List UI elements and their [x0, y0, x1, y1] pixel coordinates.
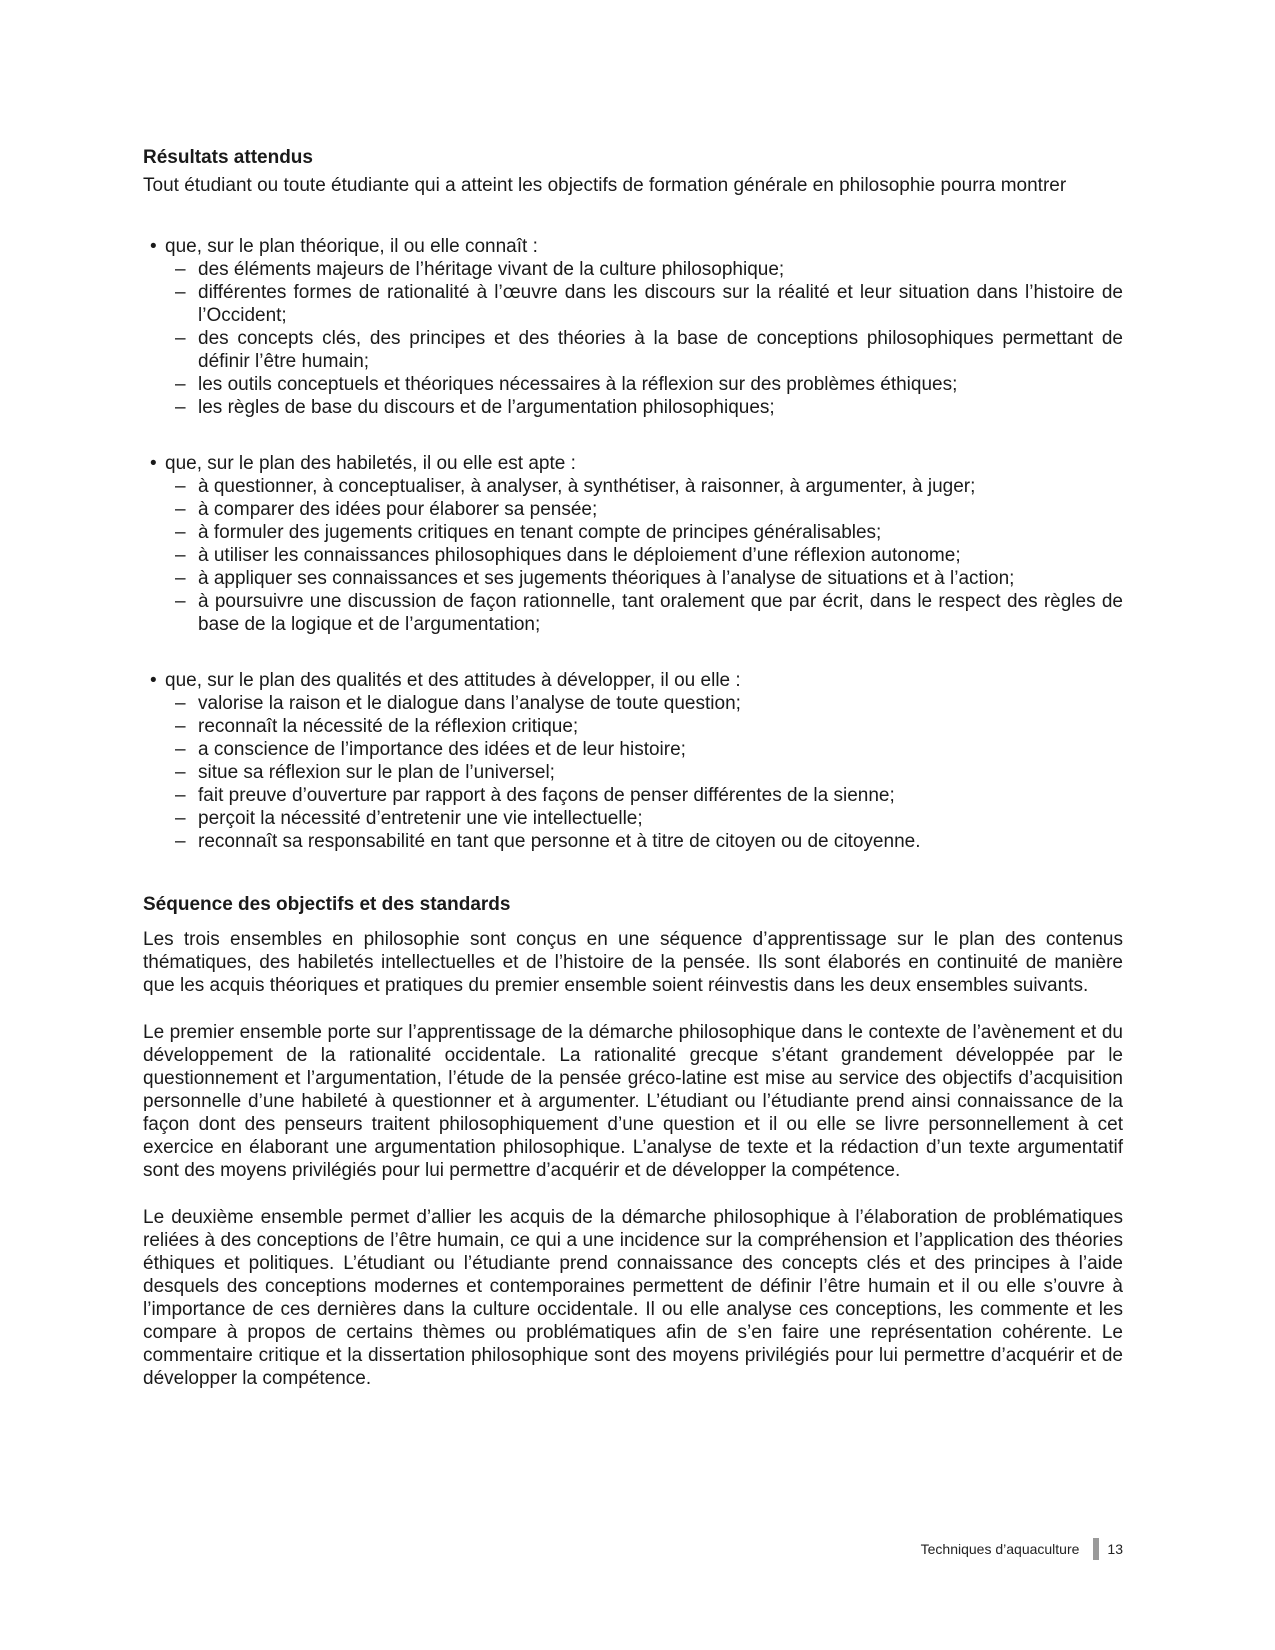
list-item [143, 327, 1123, 373]
list-item-text: à comparer des idées pour élaborer sa pensée; [198, 499, 598, 520]
bullet-groups [143, 235, 1123, 853]
list-item [143, 498, 1123, 521]
dash-icon: – [175, 716, 186, 737]
bullet-group [143, 235, 1123, 419]
list-item-text: reconnaît sa responsabilité en tant que personne et à titre de citoyen ou de citoyenne. [198, 831, 921, 852]
page-footer [143, 1538, 1123, 1560]
dash-icon: – [175, 568, 186, 589]
list-item [143, 475, 1123, 498]
bullet-icon: • [150, 670, 157, 691]
list-item [143, 590, 1123, 636]
list-item-text: a conscience de l’importance des idées et de leur histoire; [198, 739, 686, 760]
dash-icon: – [175, 762, 186, 783]
bullet-lead-text: que, sur le plan théorique, il ou elle connaît : [165, 236, 538, 257]
list-item-text: perçoit la nécessité d’entretenir une vie intellectuelle; [198, 808, 643, 829]
dash-icon: – [175, 785, 186, 806]
list-item [143, 281, 1123, 327]
bullet-lead-text: que, sur le plan des qualités et des attitudes à développer, il ou elle : [165, 670, 741, 691]
dash-icon: – [175, 476, 186, 497]
list-item [143, 396, 1123, 419]
bullet-lead-line [143, 452, 1123, 475]
dash-icon: – [175, 808, 186, 829]
list-item [143, 544, 1123, 567]
list-item-text: des éléments majeurs de l’héritage vivant de la culture philosophique; [198, 259, 785, 280]
list-item [143, 761, 1123, 784]
list-item-text: valorise la raison et le dialogue dans l’analyse de toute question; [198, 693, 741, 714]
dash-icon: – [175, 693, 186, 714]
dash-icon: – [175, 282, 186, 303]
dash-icon: – [175, 739, 186, 760]
list-item-text: reconnaît la nécessité de la réflexion critique; [198, 716, 579, 737]
list-item-text: à questionner, à conceptualiser, à analyser, à synthétiser, à raisonner, à argumenter, à juger; [198, 476, 976, 497]
list-item-text: situe sa réflexion sur le plan de l’universel; [198, 762, 555, 783]
bullet-lead-line [143, 669, 1123, 692]
list-item-text: les outils conceptuels et théoriques nécessaires à la réflexion sur des problèmes éthiques; [198, 374, 958, 395]
intro-paragraph: Tout étudiant ou toute étudiante qui a atteint les objectifs de formation générale en philosophie pourra montrer [143, 175, 1067, 196]
dash-icon: – [175, 522, 186, 543]
page-content [143, 146, 1123, 1390]
body-paragraph: Les trois ensembles en philosophie sont conçus en une séquence d’apprentissage sur le plan des contenus thématiques, des habiletés intellectuelles et de l’histoire de la pensée. Ils sont élaborés en continuité de manière que les acquis théoriques et pratiques du premier ensemble soient réinvestis dans les deux ensembles suivants. [143, 929, 1123, 996]
section-heading-resultats-attendus: Résultats attendus [143, 147, 313, 168]
dash-icon: – [175, 397, 186, 418]
dash-icon: – [175, 374, 186, 395]
list-item [143, 692, 1123, 715]
bullet-lead-text: que, sur le plan des habiletés, il ou elle est apte : [165, 453, 576, 474]
list-item [143, 830, 1123, 853]
bullet-icon: • [150, 236, 157, 257]
footer-section-title: Techniques d’aquaculture [920, 1541, 1080, 1557]
list-item-text: fait preuve d’ouverture par rapport à des façons de penser différentes de la sienne; [198, 785, 895, 806]
body-paragraph: Le deuxième ensemble permet d’allier les acquis de la démarche philosophique à l’élaboration de problématiques reliées à des conceptions de l’être humain, ce qui a une incidence sur la compréhension et l’application des théories éthiques et politiques. L’étudiant ou l’étudiante prend connaissance des concepts clés et des principes à l’aide desquels des conceptions modernes et contemporaines permettent de définir l’être humain et il ou elle s’ouvre à l’importance de ces dernières dans la culture occidentale. Il ou elle analyse ces conceptions, les commente et les compare à propos de certains thèmes ou problématiques afin de s’en faire une représentation cohérente. Le commentaire critique et la dissertation philosophique sont des moyens privilégiés pour lui permettre d’acquérir et de développer la compétence. [143, 1207, 1123, 1389]
list-item-text: à appliquer ses connaissances et ses jugements théoriques à l’analyse de situations et à l’action; [198, 568, 1015, 589]
list-item [143, 521, 1123, 544]
dash-icon: – [175, 499, 186, 520]
list-item [143, 567, 1123, 590]
list-item [143, 373, 1123, 396]
bullet-group [143, 669, 1123, 853]
dash-icon: – [175, 545, 186, 566]
list-item [143, 258, 1123, 281]
bullet-group [143, 452, 1123, 636]
list-item [143, 715, 1123, 738]
section-heading-sequence: Séquence des objectifs et des standards [143, 894, 511, 915]
dash-icon: – [175, 259, 186, 280]
list-item-text: à formuler des jugements critiques en tenant compte de principes généralisables; [198, 522, 882, 543]
dash-icon: – [175, 591, 186, 612]
list-item [143, 807, 1123, 830]
footer-divider-bar [1093, 1538, 1099, 1560]
bullet-lead-line [143, 235, 1123, 258]
list-item-text: différentes formes de rationalité à l’œuvre dans les discours sur la réalité et leur situation dans l’histoire de l’Occident; [198, 282, 1123, 326]
list-item [143, 784, 1123, 807]
sequence-paragraphs [143, 928, 1123, 1390]
list-item-text: les règles de base du discours et de l’argumentation philosophiques; [198, 397, 775, 418]
list-item-text: à utiliser les connaissances philosophiques dans le déploiement d’une réflexion autonome; [198, 545, 961, 566]
footer-page-number: 13 [1107, 1541, 1123, 1557]
list-item-text: des concepts clés, des principes et des théories à la base de conceptions philosophiques permettant de définir l’être humain; [198, 328, 1123, 372]
bullet-icon: • [150, 453, 157, 474]
list-item [143, 738, 1123, 761]
dash-icon: – [175, 328, 186, 349]
list-item-text: à poursuivre une discussion de façon rationnelle, tant oralement que par écrit, dans le respect des règles de base de la logique et de l’argumentation; [198, 591, 1123, 635]
body-paragraph: Le premier ensemble porte sur l’apprentissage de la démarche philosophique dans le contexte de l’avènement et du développement de la rationalité occidentale. La rationalité grecque s’étant grandement développée par le questionnement et l’argumentation, l’étude de la pensée gréco-latine est mise au service des objectifs d’acquisition personnelle d’une habileté à questionner et à argumenter. L’étudiant ou l’étudiante prend ainsi connaissance de la façon dont des penseurs traitent philosophiquement d’une question et il ou elle se livre personnellement à cet exercice en élaborant une argumentation philosophique. L’analyse de texte et la rédaction d’un texte argumentatif sont des moyens privilégiés pour lui permettre d’acquérir et de développer la compétence. [143, 1022, 1123, 1181]
dash-icon: – [175, 831, 186, 852]
